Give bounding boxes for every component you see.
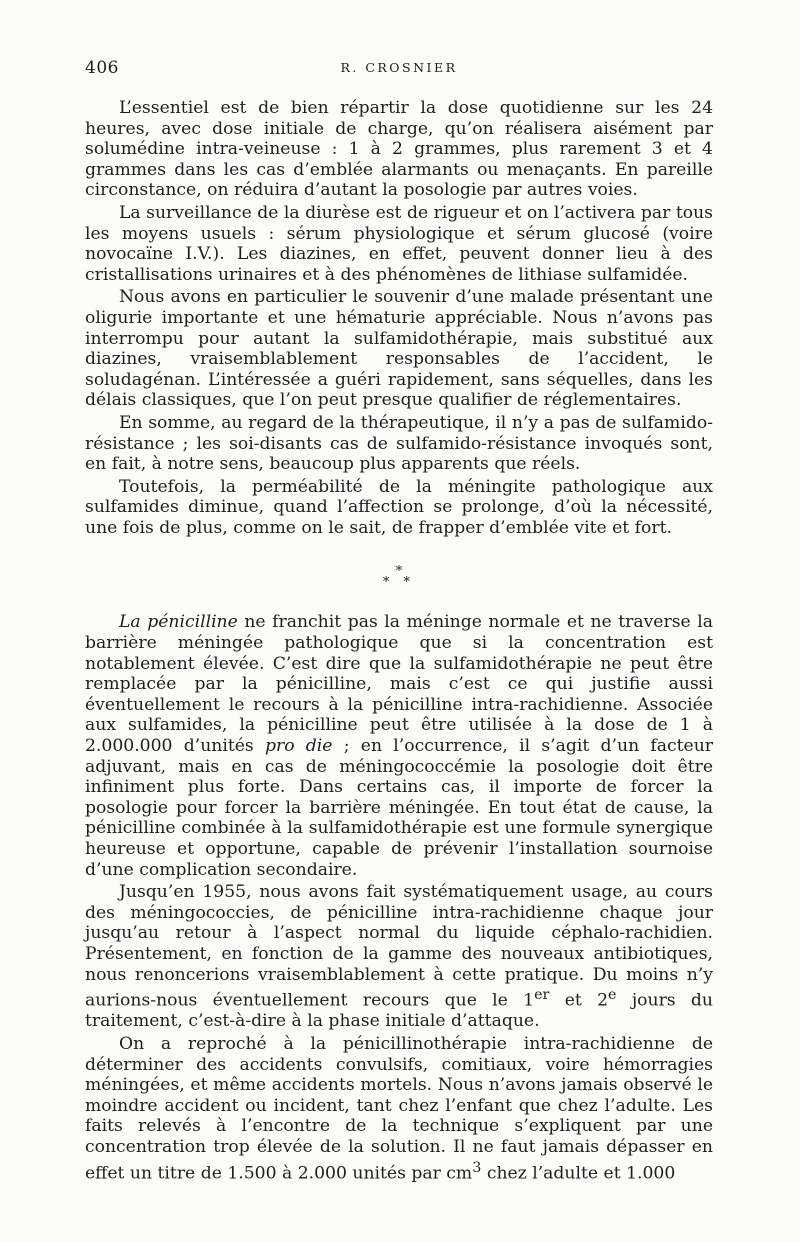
section-separator (85, 564, 713, 591)
paragraph-penicilline (85, 612, 713, 880)
separator-stars: * * (382, 575, 416, 591)
text-run: On a reproché à la pénicillinothérapie intra-rachidienne de déterminer des accidents convulsifs, comitiaux, voire hémorragies méningées, et même accidents mortels. Nous n’avons jamais observé le moindre accident ou incident, tant chez l’enfant que chez l’adulte. Les faits relevés à l’encontre de la technique s’expliquent par une concentration trop élevée de la solution. Il ne faut jamais dépasser en effet un titre de 1.500 à 2.000 unités par cm (85, 1034, 713, 1184)
superscript: e (608, 987, 617, 1004)
text-run: ne franchit pas la méninge normale et ne traverse la barrière méningée pathologique que si la concentration est notablement élevée. C’est dire que la sulfamidothérapie ne peut être remplacée par la pénicilline, mais c’est ce qui justifie aussi éventuellement le recours à la pénicilline intra-rachidienne. Associée aux sulfamides, la pénicilline peut être utilisée à la dose de 1 à 2.000.000 d’unités (85, 612, 713, 757)
text-run: chez l’adulte et 1.000 (481, 1163, 676, 1184)
body-text (85, 98, 713, 1186)
separator-star: * (395, 564, 403, 580)
text-run: ; en l’occurrence, il s’agit d’un facteur adjuvant, mais en cas de méningococcémie la posologie doit être infiniment plus forte. Dans certains cas, il importe de forcer la posologie pour forcer la barrière méningée. En tout état de cause, la pénicilline combinée à la sulfamidothérapie est une formule synergique heureuse et opportune, capable de prévenir l’installation sournoise d’une complication secondaire. (85, 736, 713, 880)
superscript: 3 (472, 1159, 482, 1176)
paragraph: Toutefois, la perméabilité de la méningite pathologique aux sulfamides diminue, quand l’affection se prolonge, d’où la nécessité, une fois de plus, comme on le sait, de frapper d’emblée vite et fort. (85, 476, 713, 538)
page-number: 406 (85, 58, 119, 78)
superscript: er (534, 987, 550, 1004)
paragraph: La surveillance de la diurèse est de rigueur et on l’activera par tous les moyens usuels : sérum physiologique et sérum glucosé (voire novocaïne I.V.). Les diazines, en effet, peuvent donner lieu à des cristallisations urinaires et à des phénomènes de lithiase sulfamidée. (85, 202, 713, 285)
page-header (85, 58, 713, 82)
paragraph: L’essentiel est de bien répartir la dose quotidienne sur les 24 heures, avec dose initiale de charge, qu’on réalisera aisément par solumédine intra-veineuse : 1 à 2 grammes, plus rarement 3 et 4 grammes dans les cas d’emblée alarmants ou menaçants. En pareille circonstance, on réduira d’autant la posologie par autres voies. (85, 98, 713, 201)
text-run: jours du traitement, c’est-à-dire à la phase initiale d’attaque. (85, 990, 713, 1032)
paragraph: En somme, au regard de la thérapeutique, il n’y a pas de sulfamido-résistance ; les soi-disants cas de sulfamido-résistance invoqués sont, en fait, à notre sens, beaucoup plus apparents que réels. (85, 412, 713, 475)
paragraph-jusqu-en-1955 (85, 882, 713, 1032)
running-head: R. CROSNIER (340, 60, 458, 75)
text-run: Jusqu’en 1955, nous avons fait systématiquement usage, au cours des méningococcies, de pénicilline intra-rachidienne chaque jour jusqu’au retour à l’aspect normal du liquide céphalo-rachidien. Présentement, en fonction de la gamme des nouveaux antibiotiques, nous renoncerions vraisemblablement à cette pratique. Du moins n’y aurions-nous éventuellement recours que le 1 (85, 882, 713, 1011)
italic-lead: La pénicilline (119, 612, 238, 633)
paragraph-reproche (85, 1034, 713, 1184)
text-run: et 2 (549, 990, 609, 1011)
paragraph: Nous avons en particulier le souvenir d’une malade présentant une oligurie importante et une hématurie appréciable. Nous n’avons pas interrompu pour autant la sulfamidothérapie, mais substitué aux diazines, vraisemblablement responsables de l’accident, le soludagénan. L’intéressée a guéri rapidement, sans séquelles, dans les délais classiques, que l’on peut presque qualifier de réglementaires. (85, 287, 713, 411)
italic-term: pro die (264, 736, 333, 757)
